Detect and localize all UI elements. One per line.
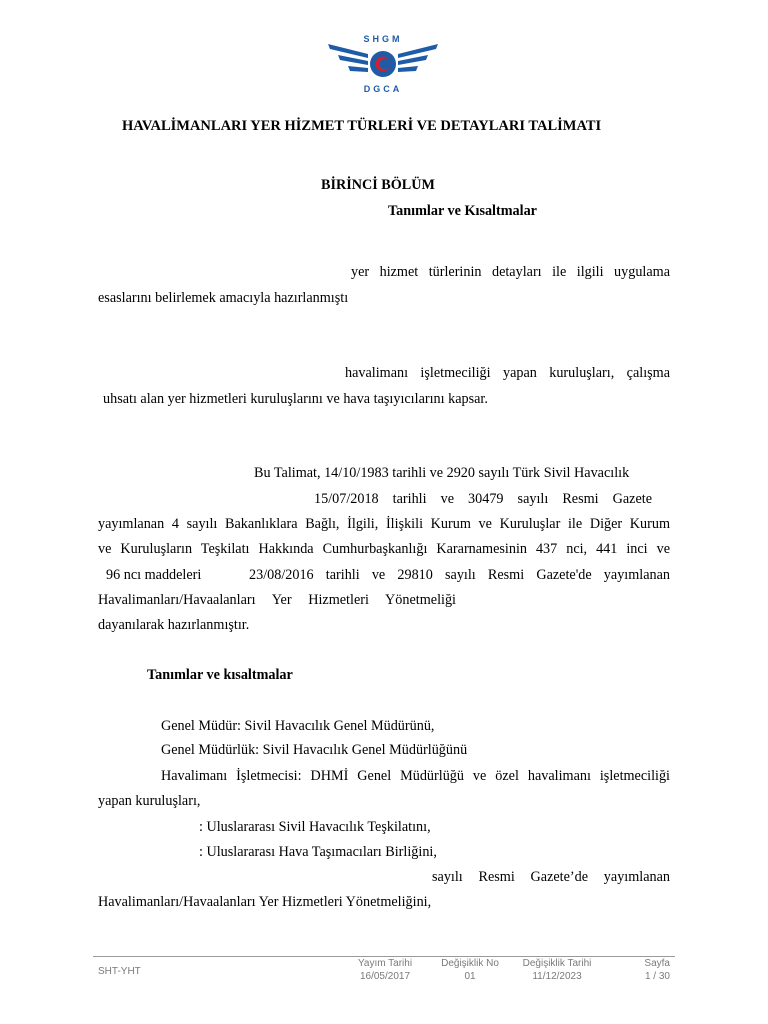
basis-line-6: 23/08/2016 tarihli ve 29810 sayılı Resmi Gazete'de yayımlanan xyxy=(249,567,670,583)
purpose-line-2: esaslarını belirlemek amacıyla hazırlanmıştı xyxy=(98,290,349,306)
definition-yonetmelik: sayılı Resmi Gazete’de yayımlanan xyxy=(432,869,670,885)
basis-line-3: yayımlanan 4 sayılı Bakanlıklara Bağlı, İlgili, İlişkili Kurum ve Kuruluşlar ile Diğer Kurum xyxy=(98,516,670,532)
logo-bottom-text: DGCA xyxy=(363,84,403,94)
purpose-line-1: yer hizmet türlerinin detayları ile ilgili uygulama xyxy=(351,264,670,280)
footer-publish-value: 16/05/2017 xyxy=(359,971,411,982)
definition-havalimani-isletmecisi-cont: yapan kuruluşları, xyxy=(98,793,201,809)
document-title: HAVALİMANLARI YER HİZMET TÜRLERİ VE DETAYLARI TALİMATI xyxy=(122,118,602,134)
definition-yonetmelik-cont: Havalimanları/Havaalanları Yer Hizmetleri Yönetmeliğini, xyxy=(98,894,432,910)
basis-line-1: Bu Talimat, 14/10/1983 tarihli ve 2920 sayılı Türk Sivil Havacılık xyxy=(254,465,630,481)
scope-line-1: havalimanı işletmeciliği yapan kuruluşları, çalışma xyxy=(345,365,670,381)
basis-line-2: 15/07/2018 tarihli ve 30479 sayılı Resmi Gazete xyxy=(314,491,652,507)
footer-change-no-value: 01 xyxy=(464,971,476,982)
footer-page-value: 1 / 30 xyxy=(644,971,670,982)
scope-line-2: uhsatı alan yer hizmetleri kuruluşlarını ve hava taşıyıcılarını kapsar. xyxy=(103,391,488,407)
footer-publish-label: Yayım Tarihi xyxy=(357,958,413,969)
basis-line-4: ve Kuruluşların Teşkilatı Hakkında Cumhurbaşkanlığı Kararnamesinin 437 nci, 441 inci ve xyxy=(98,541,670,557)
definition-genel-mudurluk: Genel Müdürlük: Sivil Havacılık Genel Müdürlüğünü xyxy=(161,742,468,758)
basis-line-5: 96 ncı maddeleri xyxy=(106,567,202,583)
footer-change-date-value: 11/12/2023 xyxy=(532,971,582,982)
section-heading: BİRİNCİ BÖLÜM xyxy=(321,177,435,193)
footer-change-no-label: Değişiklik No xyxy=(441,958,499,969)
footer-rule xyxy=(93,956,675,957)
shgm-dgca-logo xyxy=(324,30,442,100)
basis-line-7: Havalimanları/Havaalanları Yer Hizmetleri Yönetmeliği xyxy=(98,592,456,608)
basis-line-8: dayanılarak hazırlanmıştır. xyxy=(98,617,250,633)
definition-havalimani-isletmecisi: Havalimanı İşletmecisi: DHMİ Genel Müdürlüğü ve özel havalimanı işletmeciliği xyxy=(161,768,670,784)
definition-icao: : Uluslararası Sivil Havacılık Teşkilatını, xyxy=(199,819,431,835)
logo-top-text: SHGM xyxy=(363,34,403,44)
footer-doc-code: SHT-YHT xyxy=(98,966,141,977)
definition-genel-mudur: Genel Müdür: Sivil Havacılık Genel Müdürünü, xyxy=(161,718,435,734)
section-subtitle: Tanımlar ve Kısaltmalar xyxy=(388,203,537,219)
definitions-heading: Tanımlar ve kısaltmalar xyxy=(147,667,293,683)
definition-iata: : Uluslararası Hava Taşımacıları Birliğini, xyxy=(199,844,437,860)
footer-change-date-label: Değişiklik Tarihi xyxy=(522,958,592,969)
footer-page-label: Sayfa xyxy=(644,958,670,969)
